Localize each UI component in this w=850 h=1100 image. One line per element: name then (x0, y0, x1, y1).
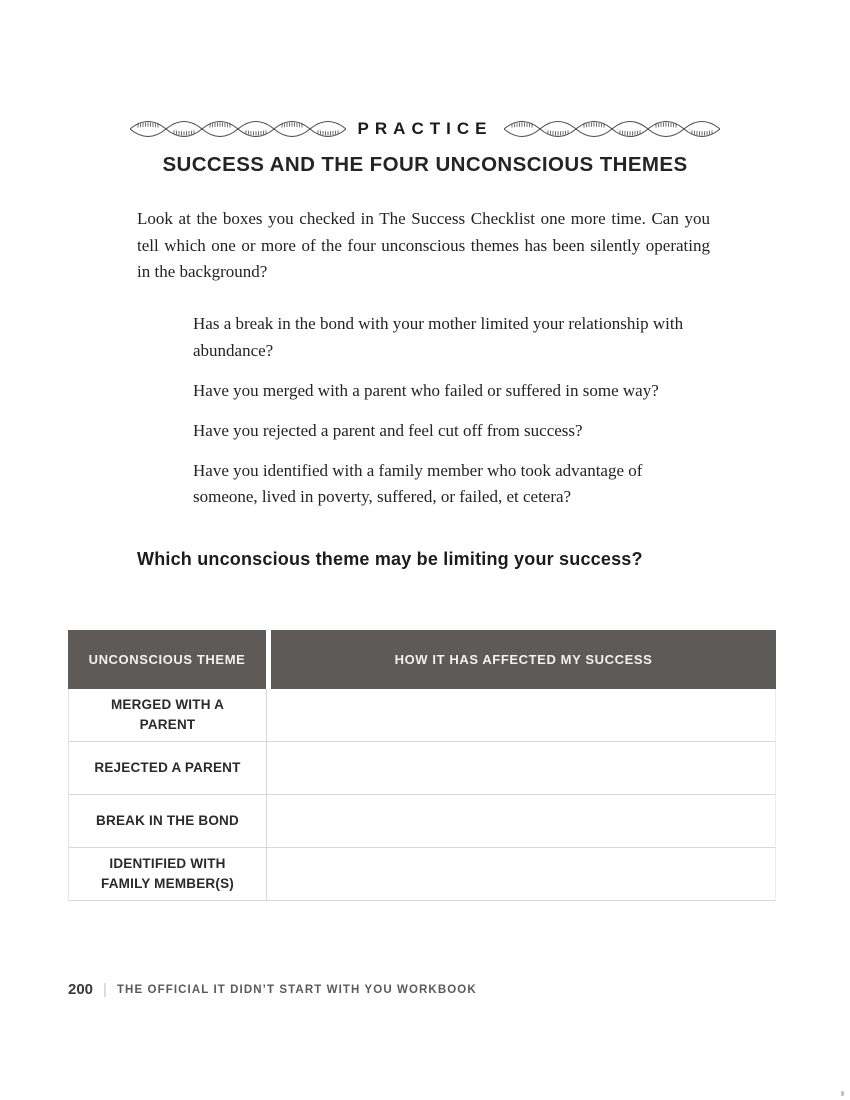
prompt-heading: Which unconscious theme may be limiting your success? (137, 549, 643, 569)
column-header-unconscious-theme: UNCONSCIOUS THEME (68, 630, 266, 689)
column-header-how-affected: HOW IT HAS AFFECTED MY SUCCESS (271, 630, 776, 689)
footer-divider: | (103, 981, 107, 998)
table-body (68, 689, 776, 901)
question-item: Have you rejected a parent and feel cut off from success? (193, 420, 583, 440)
dna-helix-ornament-right (504, 118, 720, 140)
theme-cell: IDENTIFIED WITH FAMILY MEMBER(S) (69, 848, 267, 900)
question-item: Have you identified with a family member who took advantage of someone, lived in poverty, suffered, or failed, et cetera? (193, 460, 643, 506)
answer-cell[interactable] (267, 848, 775, 900)
scan-artifact-dot (841, 1091, 844, 1096)
page-title: SUCCESS AND THE FOUR UNCONSCIOUS THEMES (162, 153, 688, 176)
dna-helix-ornament-left (130, 118, 346, 140)
theme-cell: MERGED WITH A PARENT (69, 689, 267, 741)
table-row (69, 848, 775, 901)
themes-table (68, 630, 776, 901)
page-footer (68, 981, 477, 998)
question-item: Have you merged with a parent who failed or suffered in some way? (193, 380, 659, 400)
answer-cell[interactable] (267, 689, 775, 741)
answer-cell[interactable] (267, 742, 775, 794)
practice-header (0, 116, 850, 142)
table-header-row (68, 630, 776, 689)
book-title: THE OFFICIAL IT DIDN’T START WITH YOU WORKBOOK (116, 984, 477, 996)
table-row (69, 689, 775, 742)
practice-label: PRACTICE (357, 119, 493, 138)
questions-list (193, 311, 695, 524)
theme-cell: BREAK IN THE BOND (69, 795, 267, 847)
page-number: 200 (68, 981, 94, 998)
table-row (69, 742, 775, 795)
theme-cell: REJECTED A PARENT (69, 742, 267, 794)
question-item: Has a break in the bond with your mother limited your relationship with abundance? (193, 314, 684, 360)
intro-paragraph: Look at the boxes you checked in The Success Checklist one more time. Can you tell which one or more of the four unconscious themes has been silently operating in the background? (137, 209, 710, 281)
table-row (69, 795, 775, 848)
answer-cell[interactable] (267, 795, 775, 847)
